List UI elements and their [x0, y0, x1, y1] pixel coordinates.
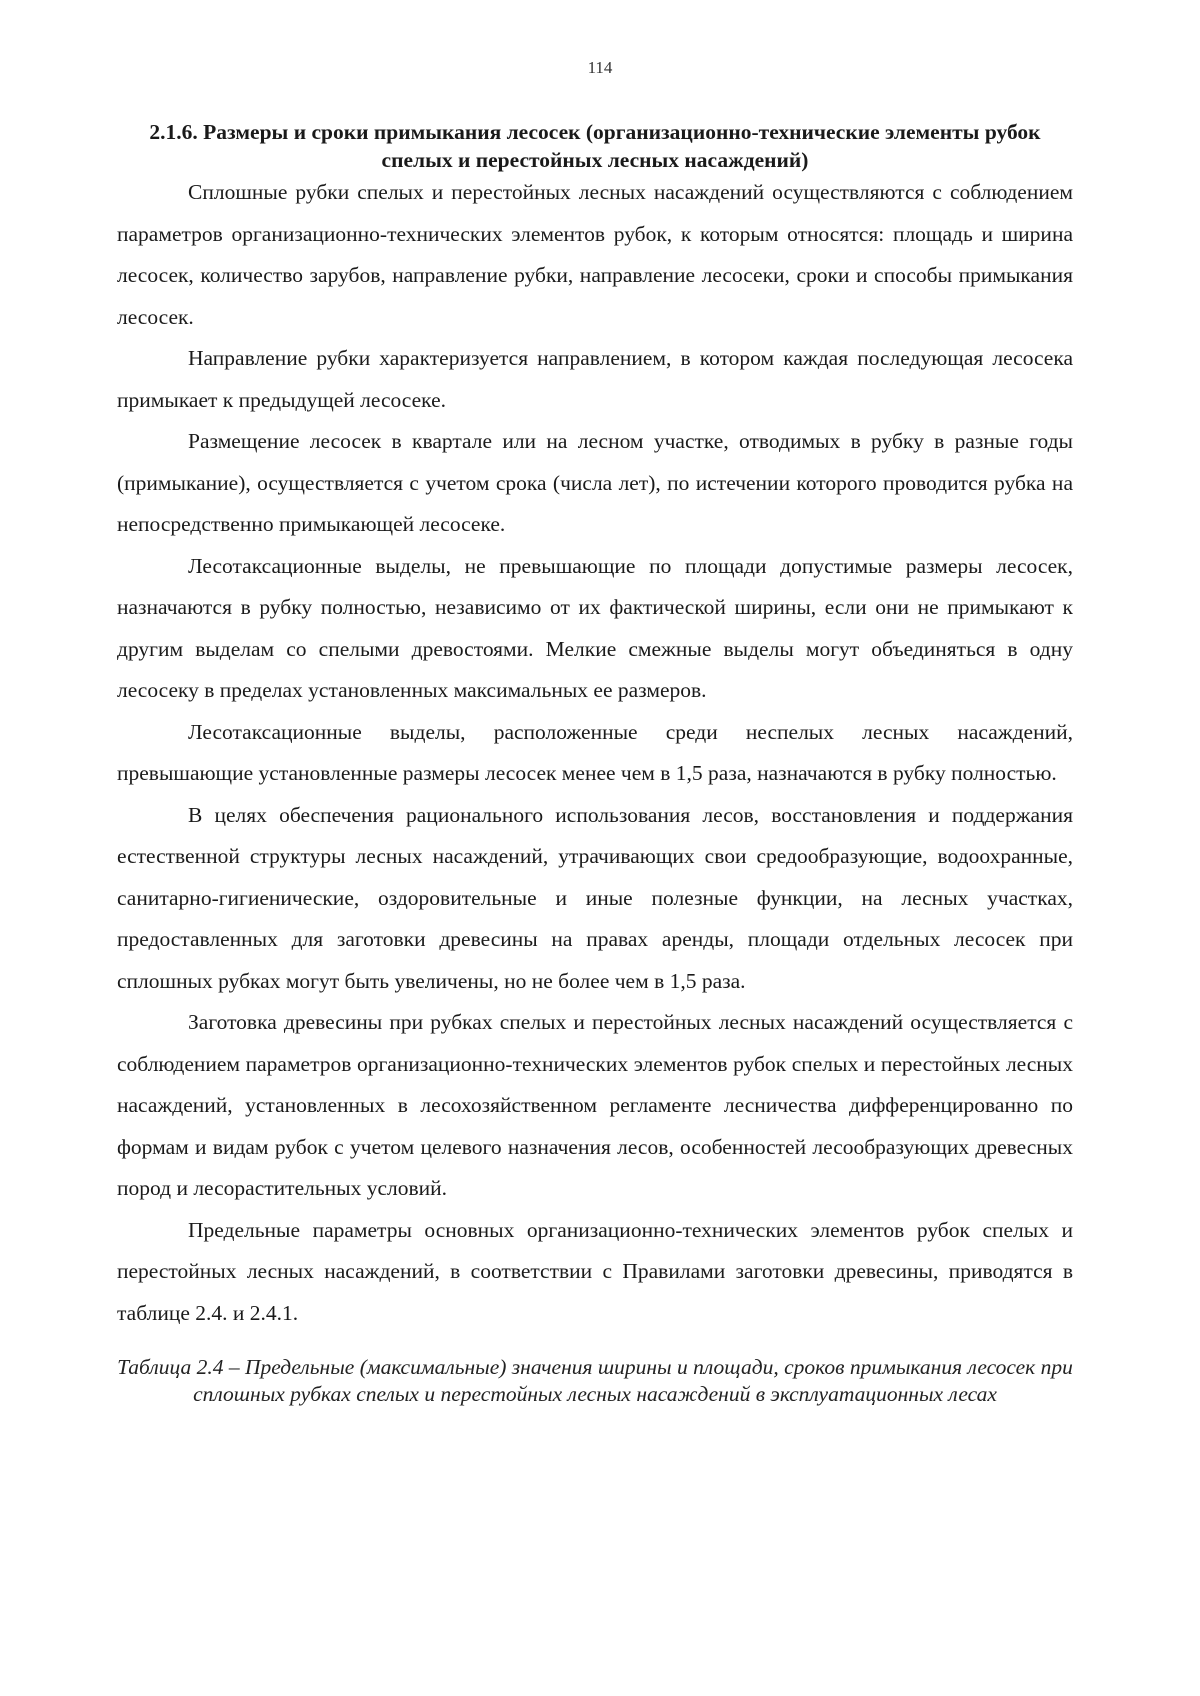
paragraph: Размещение лесосек в квартале или на лесном участке, отводимых в рубку в разные годы (примыкание), осуществляется с учетом срока (числа лет), по истечении которого проводится рубка на непосредственно примыкающей лесосеке. [117, 429, 1073, 536]
paragraph: Предельные параметры основных организационно-технических элементов рубок спелых и перестойных лесных насаждений, в соответствии с Правилами заготовки древесины, приводятся в таблице 2.4. и 2.4.1. [117, 1217, 1073, 1325]
paragraph: Лесотаксационные выделы, не превышающие по площади допустимые размеры лесосек, назначаются в рубку полностью, независимо от их фактической ширины, если они не примыкают к другим выделам со спелыми древостоями. Мелкие смежные выделы могут объединяться в одну лесосеку в пределах установленных максимальных ее размеров. [117, 553, 1073, 702]
paragraph: Заготовка древесины при рубках спелых и перестойных лесных насаждений осуществляется с соблюдением параметров организационно-технических элементов рубок спелых и перестойных лесных насаждений, установленных в лесохозяйственном регламенте лесничества дифференцированно по формам и видам рубок с учетом целевого назначения лесов, особенностей лесообразующих древесных пород и лесорастительных условий. [117, 1010, 1073, 1200]
paragraph: В целях обеспечения рационального использования лесов, восстановления и поддержания естественной структуры лесных насаждений, утрачивающих свои средообразующие, водоохранные, санитарно-гигиенические, оздоровительные и иные полезные функции, на лесных участках, предоставленных для заготовки древесины на правах аренды, площади отдельных лесосек при сплошных рубках могут быть увеличены, но не более чем в 1,5 раза. [117, 802, 1073, 993]
section-heading: 2.1.6. Размеры и сроки примыкания лесосек (организационно-технические элементы рубок спелых и перестойных лесных насаждений) [149, 120, 1041, 172]
table-caption: Таблица 2.4 – Предельные (максимальные) значения ширины и площади, сроков примыкания лесосек при сплошных рубках спелых и перестойных лесных насаждений в эксплуатационных лесах [117, 1355, 1073, 1406]
page-number: 114 [587, 58, 613, 77]
page-content [117, 118, 1073, 1408]
paragraph: Направление рубки характеризуется направлением, в котором каждая последующая лесосека примыкает к предыдущей лесосеке. [117, 346, 1073, 412]
paragraph: Лесотаксационные выделы, расположенные среди неспелых лесных насаждений, превышающие установленные размеры лесосек менее чем в 1,5 раза, назначаются в рубку полностью. [117, 719, 1073, 785]
paragraph: Сплошные рубки спелых и перестойных лесных насаждений осуществляются с соблюдением параметров организационно-технических элементов рубок, к которым относятся: площадь и ширина лесосек, количество зарубов, направление рубки, направление лесосеки, сроки и способы примыкания лесосек. [117, 180, 1073, 329]
